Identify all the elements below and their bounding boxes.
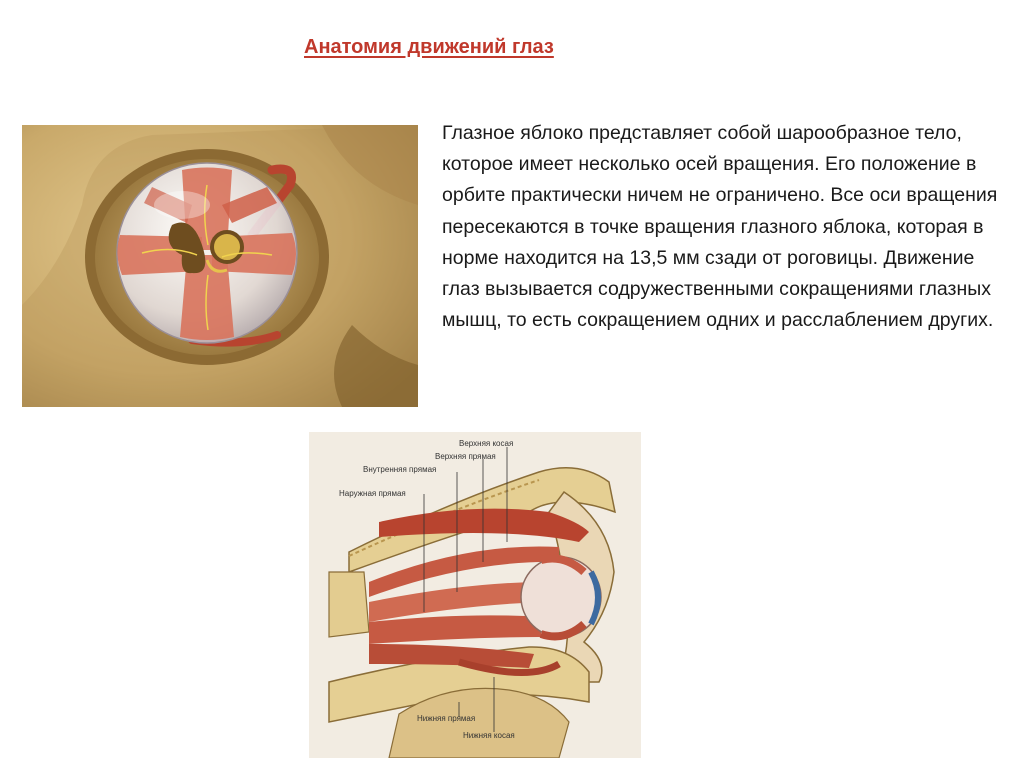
label-superior-oblique: Верхняя косая [459,439,514,448]
slide-title: Анатомия движений глаз [304,36,554,58]
orbit-front-illustration [22,125,418,407]
label-inferior-oblique: Нижняя косая [463,731,515,740]
label-medial-rectus: Внутренняя прямая [363,465,437,474]
orbit-side-illustration [309,432,641,758]
body-paragraph: Глазное яблоко представляет собой шарообразное тело, которое имеет несколько осей вращения. Его положение в орбите практически ничем не ограничено. Все оси вращения пересекаются в точке вращения глазного яблока, которая в норме находится на 13,5 мм сзади от роговицы. Движение глаз вызывается содружественными сокращениями глазных мышц, то есть сокращением одних и расслаблением других. [442,122,998,332]
label-lateral-rectus: Наружная прямая [339,489,406,498]
label-inferior-rectus: Нижняя прямая [417,714,476,723]
label-superior-rectus: Верхняя прямая [435,452,496,461]
